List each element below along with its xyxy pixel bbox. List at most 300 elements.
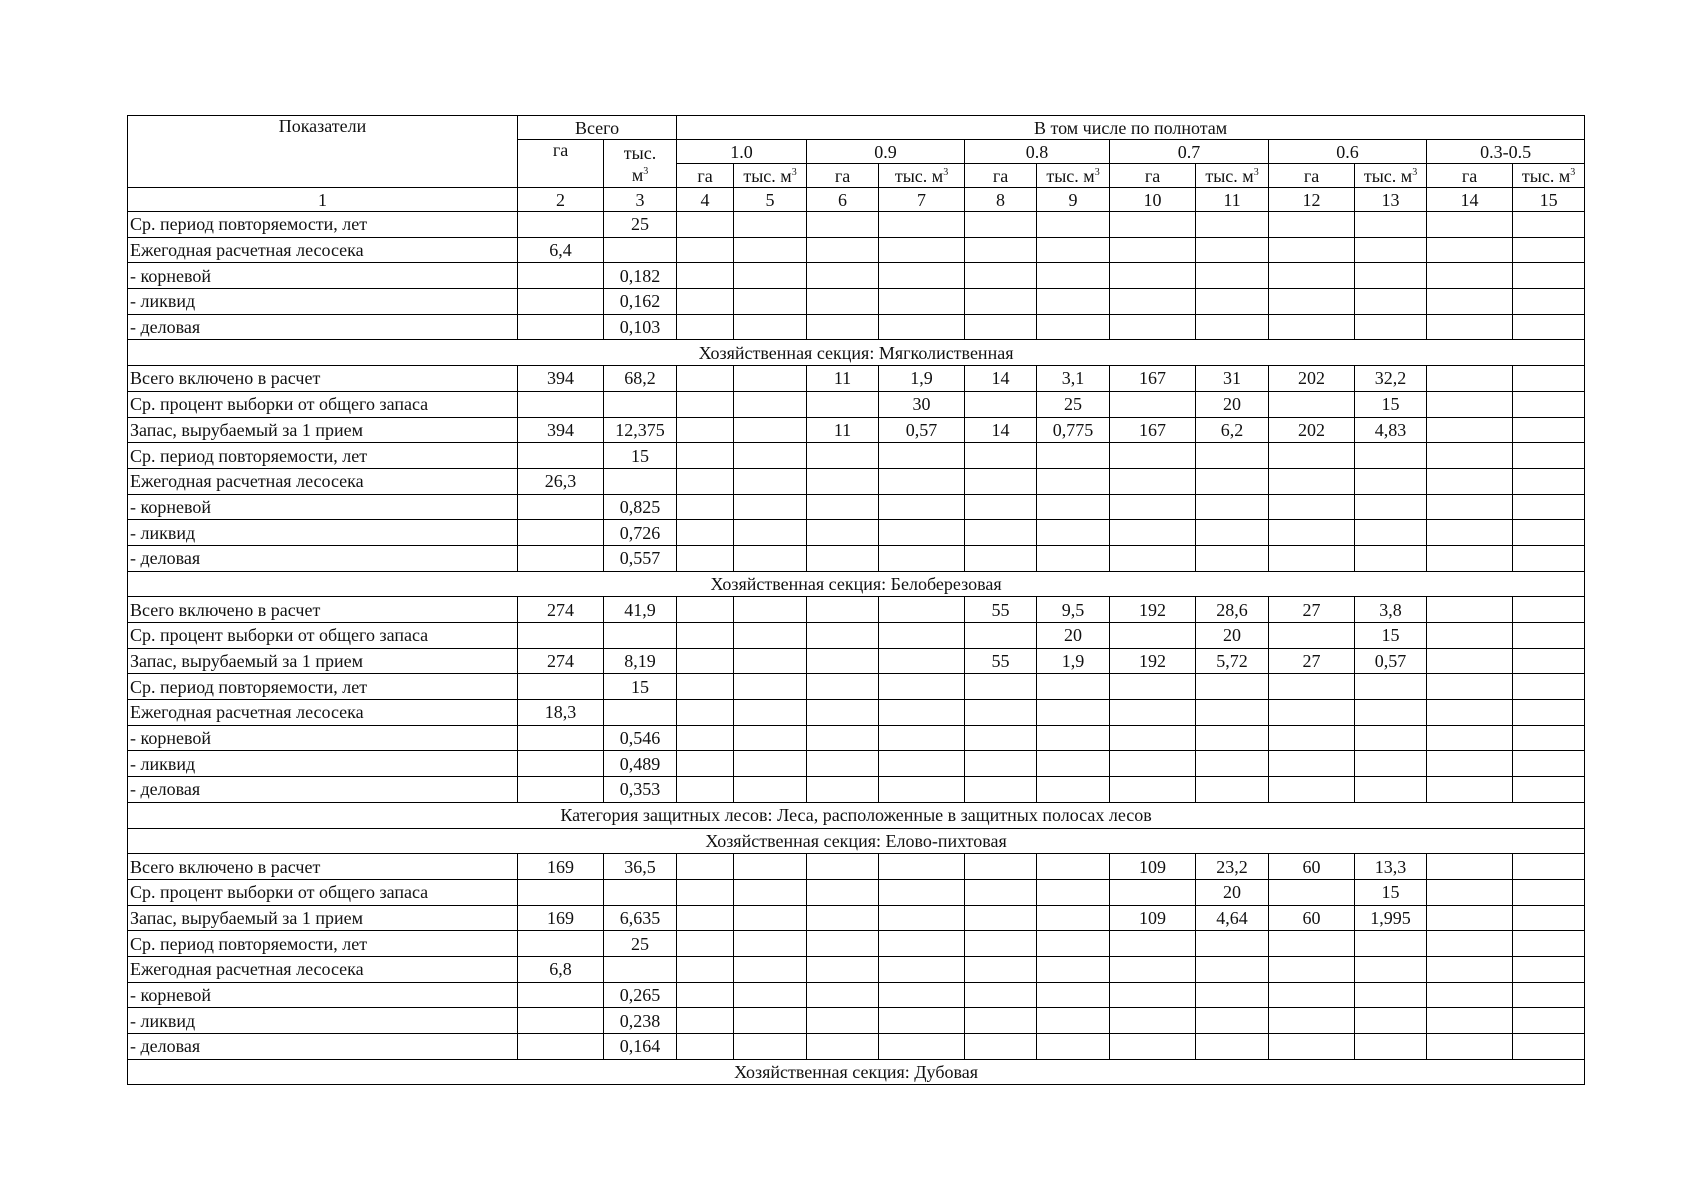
- table-cell: [1269, 700, 1355, 726]
- table-cell: [1196, 212, 1269, 238]
- table-cell: [807, 674, 879, 700]
- table-cell: [1037, 700, 1110, 726]
- table-cell: [1269, 520, 1355, 546]
- table-cell: [807, 879, 879, 905]
- table-cell: 192: [1110, 648, 1196, 674]
- table-cell: 20: [1196, 391, 1269, 417]
- table-cell: [1355, 700, 1427, 726]
- row-label: Запас, вырубаемый за 1 прием: [128, 648, 518, 674]
- table-cell: [1513, 263, 1585, 289]
- table-cell: [1196, 263, 1269, 289]
- table-cell: [677, 674, 734, 700]
- table-cell: [1037, 1008, 1110, 1034]
- subheader-ha: га: [1110, 164, 1196, 188]
- table-cell: 202: [1269, 417, 1355, 443]
- table-cell: [1513, 854, 1585, 880]
- table-cell: [1037, 751, 1110, 777]
- table-cell: [965, 1008, 1037, 1034]
- table-cell: [1513, 1008, 1585, 1034]
- table-cell: [604, 391, 677, 417]
- header-density-1: 1.0: [677, 140, 807, 164]
- subheader-volume-sup: 3: [1570, 166, 1576, 178]
- header-including: В том числе по полнотам: [677, 116, 1585, 140]
- table-cell: [1513, 931, 1585, 957]
- table-cell: [1110, 314, 1196, 340]
- table-cell: [518, 982, 604, 1008]
- table-cell: [1513, 520, 1585, 546]
- table-cell: 27: [1269, 597, 1355, 623]
- table-cell: [965, 674, 1037, 700]
- table-cell: [1110, 956, 1196, 982]
- header-row-1: [128, 116, 1585, 140]
- table-cell: [1355, 289, 1427, 315]
- table-cell: [1427, 597, 1513, 623]
- column-number: 14: [1427, 188, 1513, 212]
- subheader-ha: га: [965, 164, 1037, 188]
- table-cell: [734, 468, 807, 494]
- table-cell: 394: [518, 417, 604, 443]
- table-cell: [1427, 956, 1513, 982]
- table-cell: [734, 623, 807, 649]
- table-cell: [1110, 443, 1196, 469]
- table-cell: [677, 391, 734, 417]
- row-label: Ср. период повторяемости, лет: [128, 674, 518, 700]
- table-cell: [879, 879, 965, 905]
- table-cell: [965, 623, 1037, 649]
- row-label: - деловая: [128, 777, 518, 803]
- table-cell: 5,72: [1196, 648, 1269, 674]
- table-cell: [1196, 777, 1269, 803]
- table-cell: [1037, 725, 1110, 751]
- row-label: Ежегодная расчетная лесосека: [128, 700, 518, 726]
- allowable-cut-table: [127, 115, 1585, 1085]
- subheader-volume-text: тыс. м: [743, 165, 792, 186]
- table-cell: [604, 468, 677, 494]
- table-cell: [677, 725, 734, 751]
- table-cell: 109: [1110, 905, 1196, 931]
- table-cell: 15: [1355, 391, 1427, 417]
- row-label: - деловая: [128, 314, 518, 340]
- table-cell: [879, 751, 965, 777]
- column-number: 2: [518, 188, 604, 212]
- table-row: [128, 1008, 1585, 1034]
- table-cell: [1037, 956, 1110, 982]
- table-cell: [1355, 982, 1427, 1008]
- table-cell: [965, 1034, 1037, 1060]
- table-cell: [1269, 982, 1355, 1008]
- table-cell: [965, 263, 1037, 289]
- subheader-ha: га: [807, 164, 879, 188]
- table-cell: 11: [807, 366, 879, 392]
- table-row: [128, 237, 1585, 263]
- section-title: Хозяйственная секция: Елово-пихтовая: [128, 828, 1585, 854]
- table-cell: [1196, 545, 1269, 571]
- subheader-volume-text: тыс. м: [1205, 165, 1254, 186]
- table-cell: 68,2: [604, 366, 677, 392]
- table-cell: [807, 468, 879, 494]
- table-cell: [965, 854, 1037, 880]
- table-cell: 30: [879, 391, 965, 417]
- table-cell: [1427, 366, 1513, 392]
- row-label: Ср. период повторяемости, лет: [128, 443, 518, 469]
- table-cell: [734, 931, 807, 957]
- table-cell: [1037, 905, 1110, 931]
- table-cell: 192: [1110, 597, 1196, 623]
- row-label: - деловая: [128, 1034, 518, 1060]
- subheader-volume-sup: 3: [1094, 166, 1100, 178]
- table-cell: 60: [1269, 905, 1355, 931]
- table-cell: [1427, 237, 1513, 263]
- table-cell: [734, 545, 807, 571]
- table-cell: 274: [518, 597, 604, 623]
- table-cell: [879, 956, 965, 982]
- table-cell: [1269, 468, 1355, 494]
- table-cell: [807, 1034, 879, 1060]
- table-cell: [677, 545, 734, 571]
- table-cell: 25: [604, 212, 677, 238]
- table-cell: [677, 366, 734, 392]
- table-cell: [677, 751, 734, 777]
- table-cell: 4,64: [1196, 905, 1269, 931]
- table-row: [128, 777, 1585, 803]
- subheader-volume: [1037, 164, 1110, 188]
- table-cell: [879, 1034, 965, 1060]
- table-cell: 394: [518, 366, 604, 392]
- table-cell: [879, 468, 965, 494]
- table-cell: [879, 263, 965, 289]
- header-density-4: 0.7: [1110, 140, 1269, 164]
- table-cell: [734, 700, 807, 726]
- table-cell: [1427, 982, 1513, 1008]
- table-cell: [518, 289, 604, 315]
- table-cell: [1110, 674, 1196, 700]
- table-cell: [677, 931, 734, 957]
- table-cell: [734, 520, 807, 546]
- column-number-row: [128, 188, 1585, 212]
- table-cell: [1355, 314, 1427, 340]
- table-cell: [1196, 468, 1269, 494]
- table-cell: [677, 623, 734, 649]
- table-cell: [1196, 931, 1269, 957]
- table-cell: [879, 674, 965, 700]
- table-cell: [1110, 468, 1196, 494]
- table-cell: [734, 879, 807, 905]
- table-cell: [734, 648, 807, 674]
- table-cell: [677, 494, 734, 520]
- table-cell: 0,775: [1037, 417, 1110, 443]
- table-cell: [1427, 1008, 1513, 1034]
- table-row: [128, 1034, 1585, 1060]
- table-cell: [604, 700, 677, 726]
- row-label: Запас, вырубаемый за 1 прием: [128, 417, 518, 443]
- table-cell: 202: [1269, 366, 1355, 392]
- table-cell: [1110, 263, 1196, 289]
- column-number: 6: [807, 188, 879, 212]
- table-cell: [1355, 674, 1427, 700]
- table-cell: [677, 468, 734, 494]
- table-cell: [677, 263, 734, 289]
- table-cell: [518, 263, 604, 289]
- table-cell: [1196, 725, 1269, 751]
- header-density-5: 0.6: [1269, 140, 1427, 164]
- table-cell: [518, 391, 604, 417]
- table-row: [128, 700, 1585, 726]
- column-number: 10: [1110, 188, 1196, 212]
- table-cell: [965, 931, 1037, 957]
- table-cell: [1427, 700, 1513, 726]
- table-cell: [965, 725, 1037, 751]
- subheader-volume-text: тыс. м: [1363, 165, 1413, 186]
- row-label: Ср. период повторяемости, лет: [128, 931, 518, 957]
- row-label: - корневой: [128, 494, 518, 520]
- section-title: Хозяйственная секция: Дубовая: [128, 1059, 1585, 1085]
- table-cell: [1196, 1034, 1269, 1060]
- table-cell: [1037, 982, 1110, 1008]
- table-cell: [807, 777, 879, 803]
- table-cell: [1355, 1008, 1427, 1034]
- table-cell: [965, 237, 1037, 263]
- table-cell: [734, 597, 807, 623]
- table-cell: [965, 314, 1037, 340]
- column-number: 4: [677, 188, 734, 212]
- table-cell: [1269, 443, 1355, 469]
- row-label: - корневой: [128, 725, 518, 751]
- table-cell: [1037, 931, 1110, 957]
- table-cell: 15: [1355, 879, 1427, 905]
- table-row: [128, 648, 1585, 674]
- table-cell: [1427, 289, 1513, 315]
- table-cell: [677, 520, 734, 546]
- table-cell: 167: [1110, 366, 1196, 392]
- table-cell: [1037, 520, 1110, 546]
- table-cell: 12,375: [604, 417, 677, 443]
- table-cell: [677, 443, 734, 469]
- table-cell: [965, 545, 1037, 571]
- table-cell: [1269, 494, 1355, 520]
- table-row: [128, 417, 1585, 443]
- table-cell: [734, 956, 807, 982]
- table-row: [128, 956, 1585, 982]
- table-cell: [1427, 931, 1513, 957]
- table-cell: 0,103: [604, 314, 677, 340]
- table-cell: 1,995: [1355, 905, 1427, 931]
- header-total-ha: га: [518, 140, 604, 188]
- table-cell: [1037, 212, 1110, 238]
- table-cell: [1269, 391, 1355, 417]
- table-cell: [1427, 751, 1513, 777]
- table-cell: 31: [1196, 366, 1269, 392]
- table-cell: [965, 494, 1037, 520]
- table-cell: [1355, 777, 1427, 803]
- row-label: - корневой: [128, 263, 518, 289]
- table-cell: [1196, 700, 1269, 726]
- table-cell: [1269, 777, 1355, 803]
- table-cell: [677, 1034, 734, 1060]
- section-row: [128, 340, 1585, 366]
- table-row: [128, 597, 1585, 623]
- row-label: - ликвид: [128, 751, 518, 777]
- table-cell: [734, 237, 807, 263]
- table-cell: 20: [1196, 879, 1269, 905]
- table-cell: [1269, 1008, 1355, 1034]
- table-cell: [807, 263, 879, 289]
- table-cell: [1196, 443, 1269, 469]
- table-cell: [879, 777, 965, 803]
- subheader-volume-text: тыс. м: [1046, 165, 1095, 186]
- table-cell: [1269, 263, 1355, 289]
- table-row: [128, 289, 1585, 315]
- table-row: [128, 314, 1585, 340]
- subheader-volume-text: тыс. м: [1521, 165, 1571, 186]
- table-cell: 20: [1196, 623, 1269, 649]
- table-cell: 9,5: [1037, 597, 1110, 623]
- table-cell: [518, 1008, 604, 1034]
- table-cell: [1355, 443, 1427, 469]
- table-cell: 169: [518, 905, 604, 931]
- table-row: [128, 982, 1585, 1008]
- table-cell: [1196, 289, 1269, 315]
- table-cell: [879, 725, 965, 751]
- table-cell: [1110, 237, 1196, 263]
- table-cell: [1355, 751, 1427, 777]
- table-cell: [1196, 520, 1269, 546]
- table-cell: 32,2: [1355, 366, 1427, 392]
- table-cell: [1513, 468, 1585, 494]
- table-cell: 4,83: [1355, 417, 1427, 443]
- table-cell: 0,238: [604, 1008, 677, 1034]
- row-label: Ср. процент выборки от общего запаса: [128, 623, 518, 649]
- table-cell: 6,8: [518, 956, 604, 982]
- table-cell: [677, 314, 734, 340]
- table-cell: [1110, 520, 1196, 546]
- table-cell: 0,825: [604, 494, 677, 520]
- table-cell: 25: [1037, 391, 1110, 417]
- table-cell: [965, 982, 1037, 1008]
- table-cell: 15: [604, 443, 677, 469]
- table-cell: [1427, 212, 1513, 238]
- table-cell: [1110, 1008, 1196, 1034]
- table-cell: 169: [518, 854, 604, 880]
- table-cell: [1427, 777, 1513, 803]
- table-cell: 18,3: [518, 700, 604, 726]
- table-cell: [1037, 674, 1110, 700]
- table-cell: 0,57: [1355, 648, 1427, 674]
- table-cell: [677, 905, 734, 931]
- subheader-ha: га: [677, 164, 734, 188]
- table-cell: [807, 700, 879, 726]
- table-cell: [1355, 237, 1427, 263]
- column-number: 8: [965, 188, 1037, 212]
- table-cell: [1355, 931, 1427, 957]
- table-cell: [1269, 751, 1355, 777]
- table-cell: [807, 212, 879, 238]
- row-label: Ср. процент выборки от общего запаса: [128, 391, 518, 417]
- table-cell: [677, 212, 734, 238]
- table-cell: [807, 931, 879, 957]
- table-cell: [1513, 725, 1585, 751]
- table-cell: [879, 314, 965, 340]
- table-cell: 41,9: [604, 597, 677, 623]
- table-cell: [807, 289, 879, 315]
- table-cell: 109: [1110, 854, 1196, 880]
- table-cell: [965, 751, 1037, 777]
- table-cell: 25: [604, 931, 677, 957]
- table-cell: [1269, 212, 1355, 238]
- table-cell: [1513, 494, 1585, 520]
- header-density-2: 0.9: [807, 140, 965, 164]
- table-cell: [807, 237, 879, 263]
- table-cell: [1427, 1034, 1513, 1060]
- table-cell: [1427, 623, 1513, 649]
- table-cell: [965, 905, 1037, 931]
- table-cell: 1,9: [1037, 648, 1110, 674]
- table-cell: [518, 879, 604, 905]
- table-row: [128, 623, 1585, 649]
- row-label: - деловая: [128, 545, 518, 571]
- table-cell: [879, 700, 965, 726]
- table-cell: 20: [1037, 623, 1110, 649]
- table-cell: [879, 520, 965, 546]
- table-cell: [1037, 854, 1110, 880]
- table-cell: [518, 751, 604, 777]
- table-cell: [1427, 443, 1513, 469]
- table-cell: 14: [965, 366, 1037, 392]
- table-cell: [1269, 1034, 1355, 1060]
- table-cell: [807, 443, 879, 469]
- table-cell: [518, 777, 604, 803]
- table-cell: [734, 725, 807, 751]
- table-cell: 0,546: [604, 725, 677, 751]
- table-cell: [1269, 623, 1355, 649]
- table-row: [128, 879, 1585, 905]
- table-cell: [1110, 212, 1196, 238]
- table-cell: [677, 956, 734, 982]
- table-cell: [734, 212, 807, 238]
- table-cell: [518, 520, 604, 546]
- header-density-6: 0.3-0.5: [1427, 140, 1585, 164]
- table-cell: [879, 494, 965, 520]
- table-cell: [677, 597, 734, 623]
- table-cell: [1513, 314, 1585, 340]
- table-cell: [734, 1034, 807, 1060]
- table-cell: [518, 314, 604, 340]
- table-cell: [1037, 777, 1110, 803]
- table-row: [128, 931, 1585, 957]
- table-cell: [1513, 597, 1585, 623]
- table-cell: [965, 777, 1037, 803]
- table-cell: [1110, 751, 1196, 777]
- header-total-volume: [604, 140, 677, 188]
- table-body: [128, 116, 1585, 1085]
- table-cell: [1513, 905, 1585, 931]
- table-cell: [965, 879, 1037, 905]
- table-row: [128, 366, 1585, 392]
- table-cell: [1513, 443, 1585, 469]
- header-density-3: 0.8: [965, 140, 1110, 164]
- table-cell: [1427, 468, 1513, 494]
- table-cell: 23,2: [1196, 854, 1269, 880]
- table-cell: [1513, 751, 1585, 777]
- table-cell: 15: [604, 674, 677, 700]
- header-indicators: Показатели: [128, 116, 518, 188]
- table-cell: [1269, 931, 1355, 957]
- table-cell: [1269, 879, 1355, 905]
- table-row: [128, 391, 1585, 417]
- table-cell: 3,8: [1355, 597, 1427, 623]
- table-cell: [518, 212, 604, 238]
- table-cell: [1355, 1034, 1427, 1060]
- table-cell: [604, 623, 677, 649]
